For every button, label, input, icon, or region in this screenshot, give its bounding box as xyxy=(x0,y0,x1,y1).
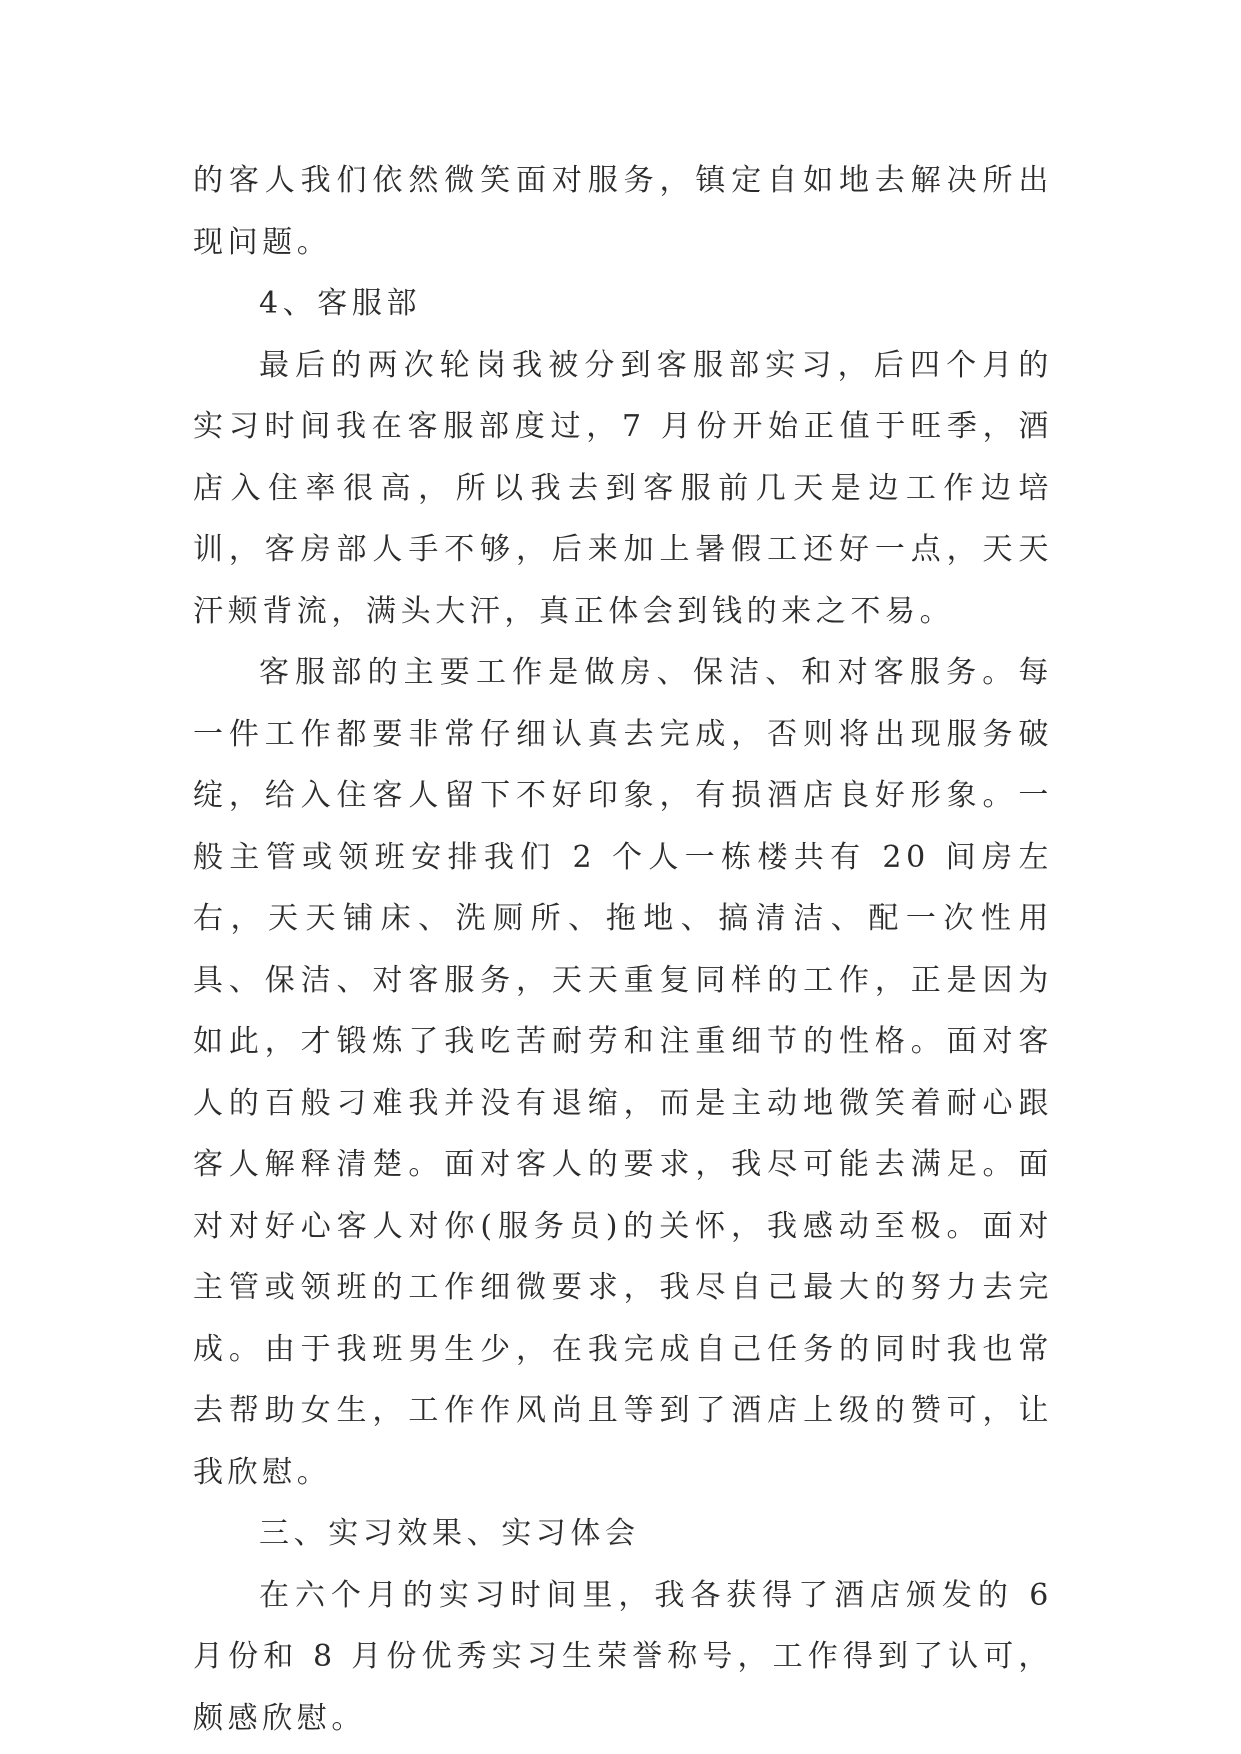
paragraph-duties: 客服部的主要工作是做房、保洁、和对客服务。每一件工作都要非常仔细认真去完成，否则将出现服务破绽，给入住客人留下不好印象，有损酒店良好形象。一般主管或领班安排我们 2 个人一栋楼共有 20 间房左右，天天铺床、洗厕所、拖地、搞清洁、配一次性用具、保洁、对客服务，天天重复同样的工作，正是因为如此，才锻炼了我吃苦耐劳和注重细节的性格。面对客人的百般刁难我并没有退缩，而是主动地微笑着耐心跟客人解释清楚。面对客人的要求，我尽可能去满足。面对对好心客人对你(服务员)的关怀，我感动至极。面对主管或领班的工作细微要求，我尽自己最大的努力去完成。由于我班男生少，在我完成自己任务的同时我也常去帮助女生，工作作风尚且等到了酒店上级的赞可，让我欣慰。 xyxy=(193,655,1053,1490)
section-heading-internship-results: 三、实习效果、实习体会 xyxy=(259,1516,640,1551)
document-body xyxy=(193,150,1053,1749)
section-heading-customer-service: 4、客服部 xyxy=(259,286,422,321)
paragraph-results: 在六个月的实习时间里，我各获得了酒店颁发的 6 月份和 8 月份优秀实习生荣誉称号，工作得到了认可，颇感欣慰。 xyxy=(193,1577,1053,1736)
paragraph-rotation: 最后的两次轮岗我被分到客服部实习，后四个月的实习时间我在客服部度过，7 月份开始正值于旺季，酒店入住率很高，所以我去到客服前几天是边工作边培训，客房部人手不够，后来加上暑假工还好一点，天天汗颊背流，满头大汗，真正体会到钱的来之不易。 xyxy=(193,347,1053,629)
paragraph-continued: 的客人我们依然微笑面对服务，镇定自如地去解决所出现问题。 xyxy=(193,163,1053,260)
